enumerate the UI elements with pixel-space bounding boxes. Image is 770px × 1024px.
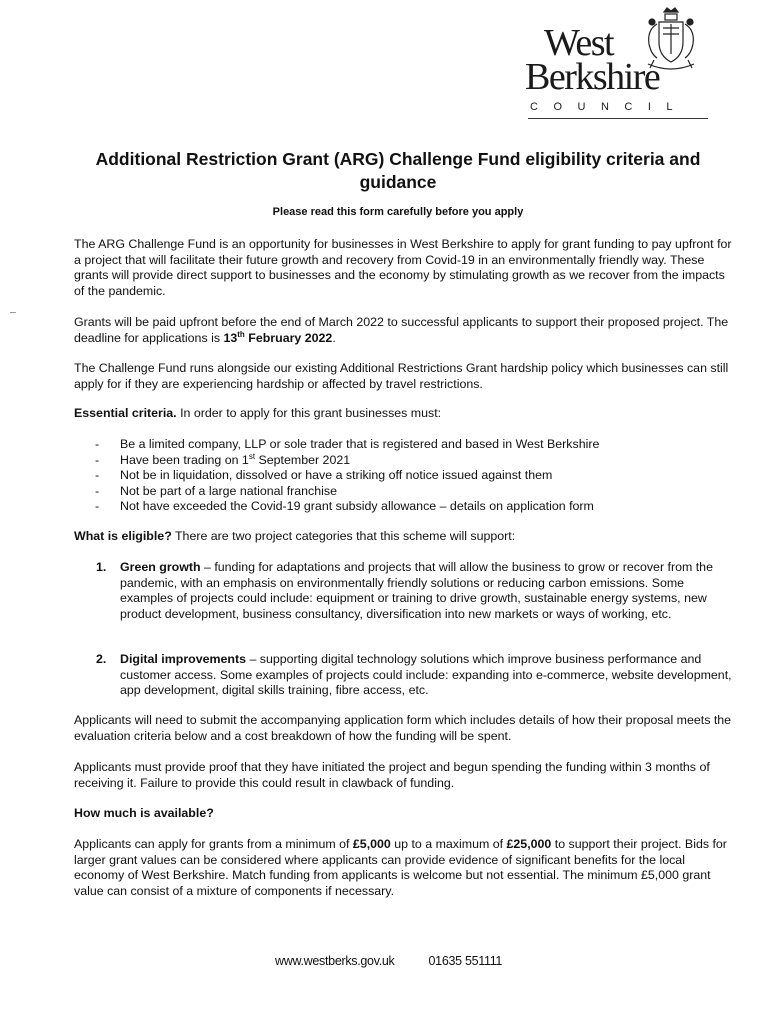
max-amount: £25,000 [506,837,552,851]
category-digital-improvements [74,652,734,699]
document-title: Additional Restriction Grant (ARG) Challenge Fund eligibility criteria and guidance [95,149,701,192]
logo-underline [528,118,708,119]
available-paragraph: Applicants can apply for grants from a minimum of £5,000 up to a maximum of £25,000 to support their project. Bids for larger grant values can be considered where applicants can provide evidence of significant benefits for the local economy of West Berkshire. Match funding from applicants is welcome but not essential. The minimum £5,000 grant value can consist of a mixture of components if necessary. [74,837,727,898]
list-item: - Be a limited company, LLP or sole trader that is registered and based in West Berkshire [95,437,600,451]
list-item: - Not be part of a large national franchise [95,483,337,498]
list-item: - Not have exceeded the Covid-19 grant subsidy allowance – details on application form [95,499,594,513]
footer-phone: 01635 551111 [428,954,503,968]
council-logo [522,6,712,114]
deadline-date: 13th February 2022 [223,329,333,345]
list-item: - Not be in liquidation, dissolved or have a striking off notice issued against them [95,468,553,482]
essential-criteria-list [74,437,734,515]
list-item: 1. Green growth – funding for adaptations and projects that will allow the business to grow or recover from the pandemic, with an emphasis on environmentally friendly solutions or reducing carbon emissions. Some examples of projects could include: equipment or training to drive growth, sustainable energy systems, new product development, business consultancy, diversification into new markets or ways of working, etc. [96,560,713,621]
list-item: 2. Digital improvements – supporting digital technology solutions which improve business performance and customer access. Some examples of projects could include: expanding into e-commerce, website development, app development, digital skills training, fibre access, etc. [96,652,732,697]
margin-mark [10,312,16,313]
available-heading: How much is available? [74,806,214,820]
deadline-paragraph: Grants will be paid upfront before the end of March 2022 to successful applicants to support their proposed project. The deadline for applications is 13th February 2022. [74,315,729,345]
hardship-paragraph: The Challenge Fund runs alongside our existing Additional Restrictions Grant hardship policy which businesses can still apply for if they are experiencing hardship or affected by travel restrictions. [74,361,729,391]
application-paragraph: Applicants will need to submit the accompanying application form which includes details of how their proposal meets the evaluation criteria below and a cost breakdown of how the funding will be spent. [74,713,732,743]
document-subtitle: Please read this form carefully before you apply [272,206,524,218]
essential-criteria-heading: Essential criteria. [74,406,177,420]
eligible-heading: What is eligible? [74,529,172,543]
logo-berkshire: Berkshire [525,56,660,98]
min-amount: £5,000 [352,837,391,851]
logo-council: COUNCIL [530,101,689,113]
proof-paragraph: Applicants must provide proof that they have initiated the project and begun spending the funding within 3 months of receiving it. Failure to provide this could result in clawback of funding. [74,760,710,790]
intro-paragraph: The ARG Challenge Fund is an opportunity for businesses in West Berkshire to apply for grant funding to pay upfront for a project that will facilitate their future growth and recovery from Covid-19 in an environmentally friendly way. These grants will provide direct support to businesses and the economy by stimulating growth as we recover from the impacts of the pandemic. [74,237,732,298]
essential-criteria-intro: Essential criteria. In order to apply for this grant businesses must: [74,406,442,420]
list-item: - Have been trading on 1st September 2021 [95,451,351,467]
footer [275,954,502,968]
logo-west: West [544,22,614,64]
eligible-intro: What is eligible? There are two project categories that this scheme will support: [74,529,516,543]
category-green-growth [74,560,734,622]
footer-website: www.westberks.gov.uk [275,954,395,968]
